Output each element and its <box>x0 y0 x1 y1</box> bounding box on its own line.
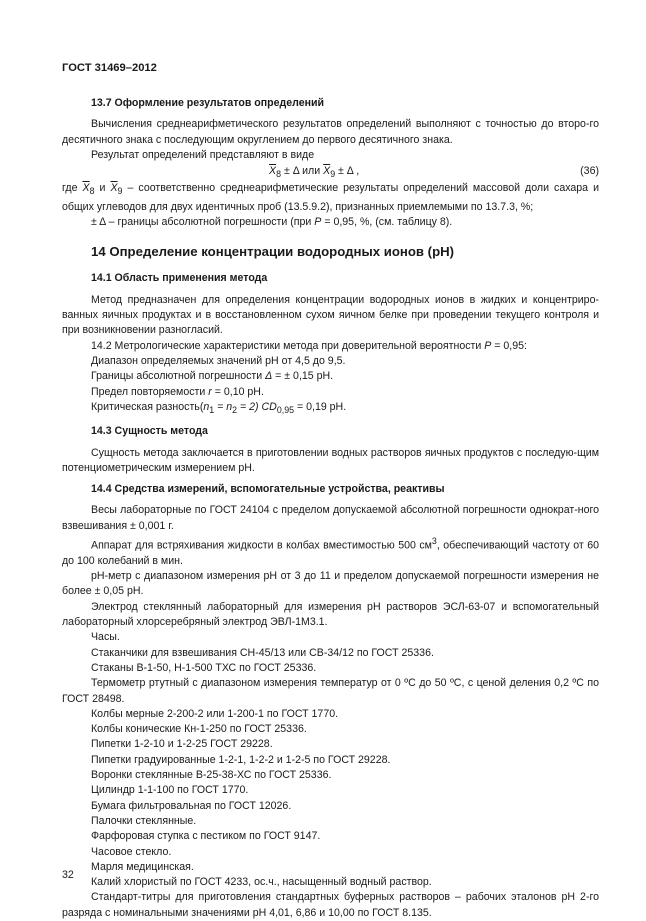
section-14-4-heading: 14.4 Средства измерений, вспомогательные устройства, реактивы <box>91 483 445 496</box>
section-14-3-heading: 14.3 Сущность метода <box>91 425 208 438</box>
paragraph <box>62 369 599 384</box>
formula-text: ± Δ или <box>281 165 324 178</box>
paragraph: Метод предназначен для определения концентрации водородных ионов в жидких и концентриро-ванных яичных продуктах и в восстановленном сухом яичном белке при проведении текущего контроля и при возникновении разногласий. <box>62 293 599 337</box>
paragraph: Диапазон определяемых значений рН от 4,5 до 9,5. <box>91 354 346 367</box>
text: Границы абсолютной погрешности <box>91 370 266 383</box>
symbol: n <box>203 400 210 413</box>
text: Предел повторяемости <box>91 385 209 398</box>
formula-symbol: $\overline{X}$ <box>82 182 90 195</box>
paragraph: Вычисления среднеарифметического результатов определений выполняют с точностью до второ-го десятичного знака с последующим округлением до первого десятичного знака. <box>62 118 599 146</box>
list-item: Колбы мерные 2-200-2 или 1-200-1 по ГОСТ 1770. <box>91 707 339 720</box>
formula-symbol: $\overline{X}$ <box>323 165 331 178</box>
text: = ± 0,15 рН. <box>272 370 334 383</box>
list-item: Стандарт-титры для приготовления стандартных буферных растворов – рабочих эталонов рН 2-го разряда с номинальными значениями рН 4,01, 6,86 и 10,00 по ГОСТ 8.135. <box>62 891 599 919</box>
text: = 0,95, %, (см. таблицу 8). <box>321 215 453 228</box>
text: = <box>214 400 227 413</box>
list-item: Фарфоровая ступка с пестиком по ГОСТ 9147. <box>91 830 321 843</box>
list-item <box>62 534 599 569</box>
list-item: Калий хлористый по ГОСТ 4233, ос.ч., насыщенный водный раствор. <box>91 876 432 889</box>
text: и <box>94 182 111 195</box>
formula-subscript: 8 <box>89 186 95 197</box>
text: = 0,95: <box>491 339 527 352</box>
paragraph: Результат определений представляют в виде <box>91 148 315 161</box>
subscript: 2 <box>232 404 238 415</box>
document-body <box>62 90 599 921</box>
list-item: Цилиндр 1-1-100 по ГОСТ 1770. <box>91 784 249 797</box>
list-item: Марля медицинская. <box>91 860 194 873</box>
superscript: 3 <box>431 536 437 547</box>
list-item: Электрод стеклянный лабораторный для измерения рН растворов ЭСЛ-63-07 и вспомогательный лабораторный хлорсеребряный электрод ЭВЛ-1М3.1. <box>62 600 599 629</box>
formula-subscript: 9 <box>330 169 336 180</box>
symbol: CD <box>261 400 277 413</box>
formula-36 <box>62 163 599 181</box>
formula-text: ± Δ , <box>335 165 360 178</box>
text: Аппарат для встряхивания жидкости в колбах вместимостью 500 см <box>91 539 432 552</box>
page-number: 32 <box>62 869 74 881</box>
formula-subscript: 8 <box>276 169 281 180</box>
section-14-heading: 14 Определение концентрации водородных ионов (рН) <box>91 244 455 260</box>
list-item: Весы лабораторные по ГОСТ 24104 с пределом допускаемой абсолютной погрешности однократ-ного взвешивания ± 0,001 г. <box>62 504 599 532</box>
subscript: 1 <box>209 404 215 415</box>
text: = 2) <box>237 400 262 413</box>
symbol: Р <box>314 215 322 228</box>
list-item: Часы. <box>91 631 120 644</box>
list-item: Пипетки градуированные 1-2-1, 1-2-2 и 1-2-5 по ГОСТ 29228. <box>91 753 391 766</box>
list-item: Воронки стеклянные В-25-38-ХС по ГОСТ 25336. <box>91 769 332 782</box>
paragraph-delta <box>62 215 599 230</box>
text: = 0,19 рН. <box>294 400 347 413</box>
formula-subscript: 9 <box>117 186 123 197</box>
list-item: Пипетки 1-2-10 и 1-2-25 ГОСТ 29228. <box>91 738 273 751</box>
symbol: n <box>226 400 233 413</box>
document-header: ГОСТ 31469–2012 <box>62 62 157 74</box>
paragraph: Сущность метода заключается в приготовлении водных растворов яичных продуктов с последую-щим потенциометрическим измерением рН. <box>62 446 599 474</box>
formula-symbol: $\overline{X}$ <box>269 165 277 178</box>
subscript: 0,95 <box>276 404 295 415</box>
text: , обеспечивающий частоту от 60 до 100 колебаний в мин. <box>62 539 599 567</box>
list-item: Палочки стеклянные. <box>91 814 197 827</box>
text: = 0,10 рН. <box>211 385 264 398</box>
paragraph <box>62 385 599 400</box>
list-item: рН-метр с диапазоном измерения рН от 3 до 11 и пределом допускаемой погрешности измерения не более ± 0,05 рН. <box>62 570 599 598</box>
list-item: Стаканчики для взвешивания СН-45/13 или СВ-34/12 по ГОСТ 25336. <box>91 646 434 659</box>
symbol: r <box>208 385 212 398</box>
formula-expression <box>269 164 359 182</box>
text: где <box>62 182 83 195</box>
symbol: Р <box>484 339 492 352</box>
text: Критическая разность( <box>91 400 204 413</box>
list-item: Колбы конические Кн-1-250 по ГОСТ 25336. <box>91 723 307 736</box>
formula-number: (36) <box>580 165 599 178</box>
list-item: Часовое стекло. <box>91 845 172 858</box>
text: – соответственно среднеарифметические результаты определений массовой доли сахара и общих углеводов для двух идентичных проб (13.5.9.2), признанных приемлемыми по 13.7.3, %; <box>62 182 600 213</box>
paragraph <box>62 400 599 418</box>
formula-symbol: $\overline{X}$ <box>110 182 118 195</box>
list-item: Стаканы В-1-50, Н-1-500 ТХС по ГОСТ 25336. <box>91 661 317 674</box>
paragraph <box>62 339 599 354</box>
paragraph-where <box>62 181 599 215</box>
text: ± Δ – границы абсолютной погрешности (при <box>91 215 315 228</box>
list-item: Бумага фильтровальная по ГОСТ 12026. <box>91 799 292 812</box>
section-13-7-heading: 13.7 Оформление результатов определений <box>91 97 325 109</box>
list-item: Термометр ртутный с диапазоном измерения температур от 0 ºС до 50 ºС, с ценой деления 0,2 ºС по ГОСТ 28498. <box>62 677 599 705</box>
symbol: Δ <box>265 370 273 383</box>
text: 14.2 Метрологические характеристики метода при доверительной вероятности <box>91 339 485 352</box>
section-14-1-heading: 14.1 Область применения метода <box>91 272 268 285</box>
